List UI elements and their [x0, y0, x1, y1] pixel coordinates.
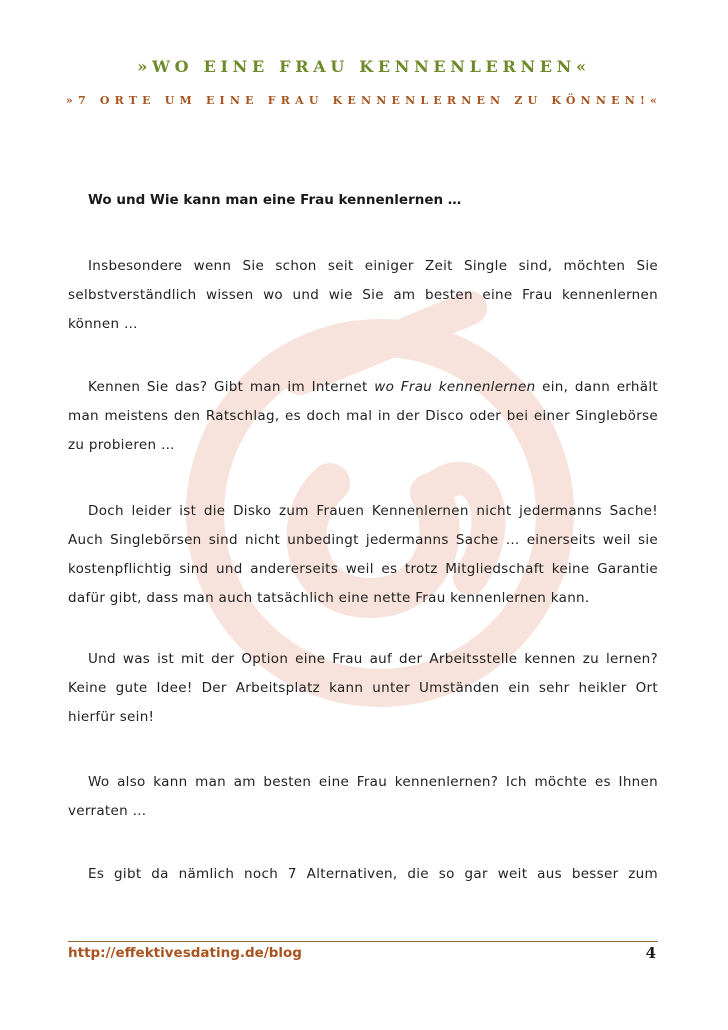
paragraph-2	[68, 373, 658, 460]
paragraph-6: Es gibt da nämlich noch 7 Alternativen, die so gar weit aus besser zum	[88, 866, 658, 882]
paragraph-2-text-end: ein, dann erhält man meistens den Ratschlag, es doch mal in der Disco oder bei einer Singlebörse zu probieren …	[68, 379, 658, 453]
document-subtitle: »7 ORTE UM EINE FRAU KENNENLERNEN ZU KÖNNEN!«	[65, 94, 663, 107]
page-number: 4	[645, 944, 656, 962]
paragraph-2-italic-phrase: wo Frau kennenlernen	[374, 379, 536, 395]
paragraph-2-text-start: Kennen Sie das? Gibt man im Internet	[88, 379, 375, 395]
paragraph-5: Wo also kann man am besten eine Frau kennenlernen? Ich möchte es Ihnen verraten …	[68, 774, 658, 819]
paragraph-3: Doch leider ist die Disko zum Frauen Kennenlernen nicht jedermanns Sache! Auch Singlebörsen sind nicht unbedingt jedermanns Sache … einerseits weil sie kostenpflichtig sind und andererseits weil es trotz Mitgliedschaft keine Garantie dafür gibt, dass man auch tatsächlich eine nette Frau kennenlernen kann.	[68, 503, 658, 606]
paragraph-1: Insbesondere wenn Sie schon seit einiger Zeit Single sind, möchten Sie selbstverständlich wissen wo und wie Sie am besten eine Frau kennenlernen können …	[68, 258, 658, 332]
section-heading: Wo und Wie kann man eine Frau kennenlernen …	[88, 192, 462, 208]
paragraph-4: Und was ist mit der Option eine Frau auf der Arbeitsstelle kennen zu lernen? Keine gute Idee! Der Arbeitsplatz kann unter Umständen ein sehr heikler Ort hierfür sein!	[68, 651, 658, 725]
document-title: »WO EINE FRAU KENNENLERNEN«	[137, 57, 591, 76]
footer-divider	[68, 941, 658, 942]
footer-link[interactable]: http://effektivesdating.de/blog	[68, 945, 302, 961]
